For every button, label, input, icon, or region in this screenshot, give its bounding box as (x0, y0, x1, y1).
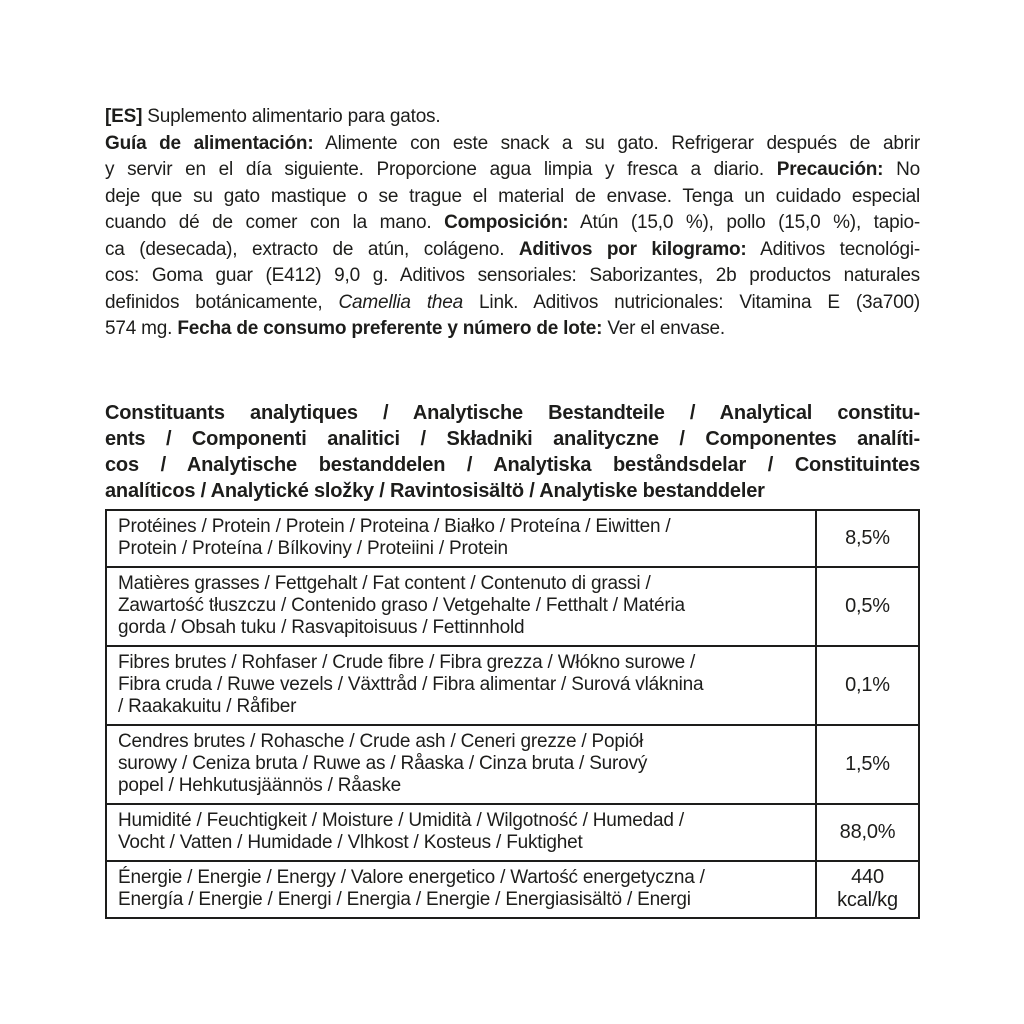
constituent-value-cell: 0,1% (816, 646, 919, 725)
constituent-value-cell: 1,5% (816, 725, 919, 804)
bold-label-text: Composición: (444, 212, 569, 233)
intro-line (105, 290, 920, 317)
constituent-value-cell: 88,0% (816, 804, 919, 861)
constituents-heading (105, 400, 920, 504)
text-segment: deje que su gato mastique o se trague el material de envase. Tenga un cuidado especial (105, 185, 920, 207)
constituent-label-cell (106, 646, 816, 725)
constituent-label-line: surowy / Ceniza bruta / Ruwe as / Råaska / Cinza bruta / Surový (118, 752, 648, 774)
intro-paragraph (105, 104, 920, 343)
constituent-label-cell (106, 804, 816, 861)
heading-line: ents / Componenti analitici / Składniki analityczne / Componentes analíti- (105, 427, 920, 450)
text-segment: Atún (15,0 %), pollo (15,0 %), tapio- (568, 212, 920, 233)
constituent-value-cell: 440 kcal/kg (816, 861, 919, 918)
constituent-label-line: / Raakakuitu / Råfiber (118, 695, 297, 717)
table-row (106, 725, 919, 804)
table-row (106, 646, 919, 725)
table-row (106, 510, 919, 567)
text-segment: No (883, 159, 920, 180)
constituent-label-line: Cendres brutes / Rohasche / Crude ash / Ceneri grezze / Popiół (118, 730, 644, 752)
constituent-label-line: Vocht / Vatten / Humidade / Vlhkost / Kosteus / Fuktighet (118, 831, 583, 853)
label-sheet (105, 104, 920, 919)
bold-label-text: Aditivos por kilogramo: (518, 238, 747, 260)
constituent-label-cell (106, 725, 816, 804)
intro-line (105, 131, 920, 158)
intro-line (105, 184, 920, 211)
intro-line (105, 104, 920, 131)
constituent-label-line: Humidité / Feuchtigkeit / Moisture / Umidità / Wilgotność / Humedad / (118, 809, 684, 831)
intro-line (105, 157, 920, 184)
intro-line (105, 263, 920, 290)
constituent-label-line: gorda / Obsah tuku / Rasvapitoisuus / Fettinnhold (118, 616, 525, 638)
bold-label-text: [ES] (105, 106, 143, 127)
intro-line (105, 237, 920, 264)
constituent-value-cell: 0,5% (816, 567, 919, 646)
heading-line: Constituants analytiques / Analytische Bestandteile / Analytical constitu- (105, 401, 920, 424)
text-segment: Suplemento alimentario para gatos. (142, 106, 441, 127)
constituent-label-cell (106, 567, 816, 646)
analytical-constituents-table (105, 509, 920, 919)
constituent-label-cell (106, 510, 816, 567)
constituent-label-line: Protéines / Protein / Protein / Proteina / Białko / Proteína / Eiwitten / (118, 515, 671, 537)
bold-label-text: Guía de alimentación: (105, 132, 314, 154)
text-segment: ca (desecada), extracto de atún, colágeno. (105, 238, 519, 260)
text-segment: definidos botánicamente, (105, 291, 339, 313)
text-segment: Link. Aditivos nutricionales: Vitamina E (3a700) (463, 291, 920, 313)
bold-label-text: Precaución: (776, 159, 884, 180)
constituent-label-line: Énergie / Energie / Energy / Valore energetico / Wartość energetyczna / (118, 866, 705, 888)
table-row (106, 567, 919, 646)
text-segment: Alimente con este snack a su gato. Refrigerar después de abrir (313, 132, 920, 154)
constituent-label-line: Zawartość tłuszczu / Contenido graso / Vetgehalte / Fetthalt / Matéria (118, 594, 685, 616)
constituent-label-line: Matières grasses / Fettgehalt / Fat content / Contenuto di grassi / (118, 572, 651, 594)
species-name-italic: Camellia thea (338, 291, 464, 313)
constituent-value-cell: 8,5% (816, 510, 919, 567)
constituent-label-line: Energía / Energie / Energi / Energia / Energie / Energiasisältö / Energi (118, 888, 691, 910)
bold-label-text: Fecha de consumo preferente y número de lote: (177, 318, 603, 339)
text-segment: y servir en el día siguiente. Proporcione agua limpia y fresca a diario. (105, 159, 777, 180)
text-segment: Ver el envase. (602, 318, 725, 339)
text-segment: cuando dé de comer con la mano. (105, 212, 445, 233)
table-row (106, 861, 919, 918)
constituent-label-line: Protein / Proteína / Bílkoviny / Proteiini / Protein (118, 537, 508, 559)
text-segment: 574 mg. (105, 318, 178, 339)
text-segment: Aditivos tecnológi- (746, 238, 920, 260)
intro-line (105, 316, 920, 343)
constituent-label-line: popel / Hehkutusjäännös / Råaske (118, 774, 402, 796)
text-segment: cos: Goma guar (E412) 9,0 g. Aditivos sensoriales: Saborizantes, 2b productos naturales (105, 265, 920, 286)
heading-line: cos / Analytische bestanddelen / Analytiska beståndsdelar / Constituintes (105, 453, 920, 476)
heading-line: analíticos / Analytické složky / Ravintosisältö / Analytiske bestanddeler (105, 479, 765, 502)
constituent-label-line: Fibra cruda / Ruwe vezels / Växttråd / Fibra alimentar / Surová vláknina (118, 673, 704, 695)
constituent-label-line: Fibres brutes / Rohfaser / Crude fibre / Fibra grezza / Włókno surowe / (118, 651, 696, 673)
constituents-section (105, 400, 920, 919)
table-row (106, 804, 919, 861)
intro-line (105, 210, 920, 237)
constituent-label-cell (106, 861, 816, 918)
